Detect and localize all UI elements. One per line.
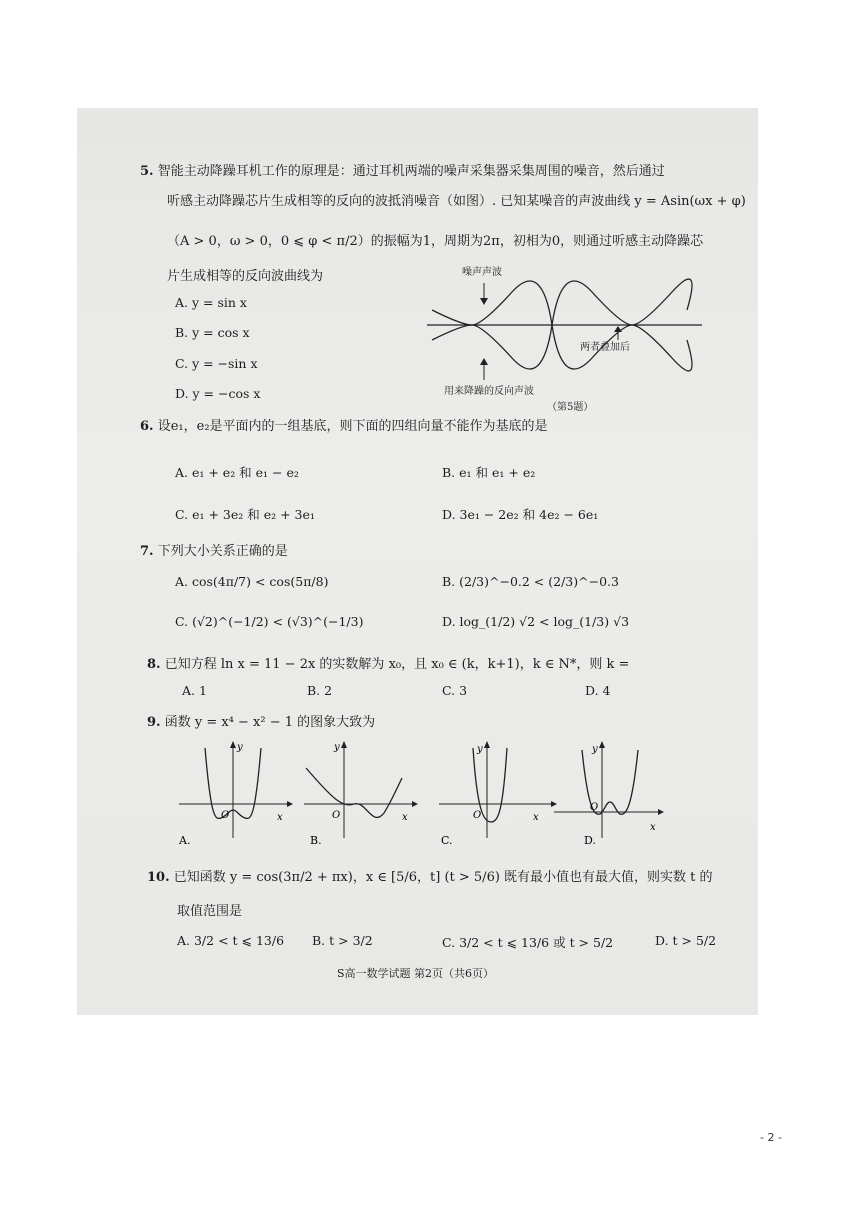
q9-graph-c [437,738,562,848]
figure-caption: （第5题） [547,402,594,413]
svg-text:O: O [221,810,230,821]
q9-stem: 9. 函数 y = x⁴ − x² − 1 的图象大致为 [147,715,376,730]
svg-text:B.: B. [310,834,322,847]
page-number: - 2 - [760,1131,782,1144]
scanned-exam-photo [77,108,758,1015]
q7-option-d: D. log_(1/2) √2 < log_(1/3) √3 [442,614,630,629]
q10-option-c: C. 3/2 < t ⩽ 13/6 或 t > 5/2 [442,935,614,950]
q8-stem: 8. 已知方程 ln x = 11 − 2x 的实数解为 x₀，且 x₀ ∈ (k，k+1)，k ∈ N*，则 k = [147,657,630,672]
q8-option-b: B. 2 [307,683,333,698]
svg-text:C.: C. [441,834,453,847]
svg-text:D.: D. [584,834,596,847]
q7-option-c: C. (√2)^(−1/2) < (√3)^(−1/3) [175,614,364,629]
q10-stem-cont: 取值范围是 [177,904,243,919]
q9-graph-d [552,738,672,848]
q5-line1: 5. 智能主动降躁耳机工作的原理是：通过耳机两端的噪声采集器采集周围的噪音，然后通过 [140,164,665,179]
noise-wave [432,279,692,369]
label-inverse-wave: 用来降躁的反向声波 [444,386,534,397]
q6-option-b: B. e₁ 和 e₁ + e₂ [442,465,536,480]
q5-option-d: D. y = −cos x [175,386,261,401]
svg-text:x: x [533,812,539,823]
q7-option-b: B. (2/3)^−0.2 < (2/3)^−0.3 [442,574,619,589]
label-superposed: 两者叠加后 [580,342,630,353]
q7-stem: 7. 下列大小关系正确的是 [140,544,288,559]
svg-text:x: x [277,812,283,823]
q6-stem: 6. 设e₁，e₂是平面内的一组基底，则下面的四组向量不能作为基底的是 [140,419,548,434]
q5-option-c: C. y = −sin x [175,356,258,371]
q6-option-d: D. 3e₁ − 2e₂ 和 4e₂ − 6e₁ [442,507,599,522]
svg-text:y: y [237,742,243,753]
svg-text:y: y [334,742,340,753]
svg-text:O: O [473,810,482,821]
page-footer: S高一数学试题 第2页（共6页） [337,967,495,980]
svg-text:O: O [590,802,599,813]
q8-option-c: C. 3 [442,683,468,698]
q9-graph-b [302,738,422,848]
label-noise-wave: 噪声声波 [462,267,502,278]
inverse-wave [432,281,692,371]
q6-option-c: C. e₁ + 3e₂ 和 e₂ + 3e₁ [175,507,315,522]
q10-option-a: A. 3/2 < t ⩽ 13/6 [177,933,285,948]
q5-line2: 听感主动降躁芯片生成相等的反向的波抵消噪音（如图）. 已知某噪音的声波曲线 y = Asin(ωx + φ) [167,194,746,209]
svg-text:x: x [402,812,408,823]
q5-option-b: B. y = cos x [175,325,250,340]
svg-text:y: y [477,744,483,755]
svg-text:y: y [592,744,598,755]
q8-option-a: A. 1 [182,683,207,698]
q7-option-a: A. cos(4π/7) < cos(5π/8) [175,574,329,589]
q6-option-a: A. e₁ + e₂ 和 e₁ − e₂ [175,465,299,480]
q8-option-d: D. 4 [585,683,611,698]
q9-graph-a [177,738,297,848]
q10-stem: 10. 已知函数 y = cos(3π/2 + πx)，x ∈ [5/6，t] (t > 5/6) 既有最小值也有最大值，则实数 t 的 [147,870,713,885]
q5-line3: （A > 0，ω > 0，0 ⩽ φ < π/2）的振幅为1，周期为2π，初相为0，则通过听感主动降躁芯 [167,234,704,249]
q10-option-d: D. t > 5/2 [655,933,717,948]
q10-option-b: B. t > 3/2 [312,933,373,948]
svg-text:O: O [332,810,341,821]
svg-text:x: x [650,822,656,833]
q5-option-a: A. y = sin x [175,295,247,310]
svg-text:A.: A. [179,834,191,847]
q5-wave-figure [422,258,712,413]
q5-line4: 片生成相等的反向波曲线为 [167,269,324,284]
